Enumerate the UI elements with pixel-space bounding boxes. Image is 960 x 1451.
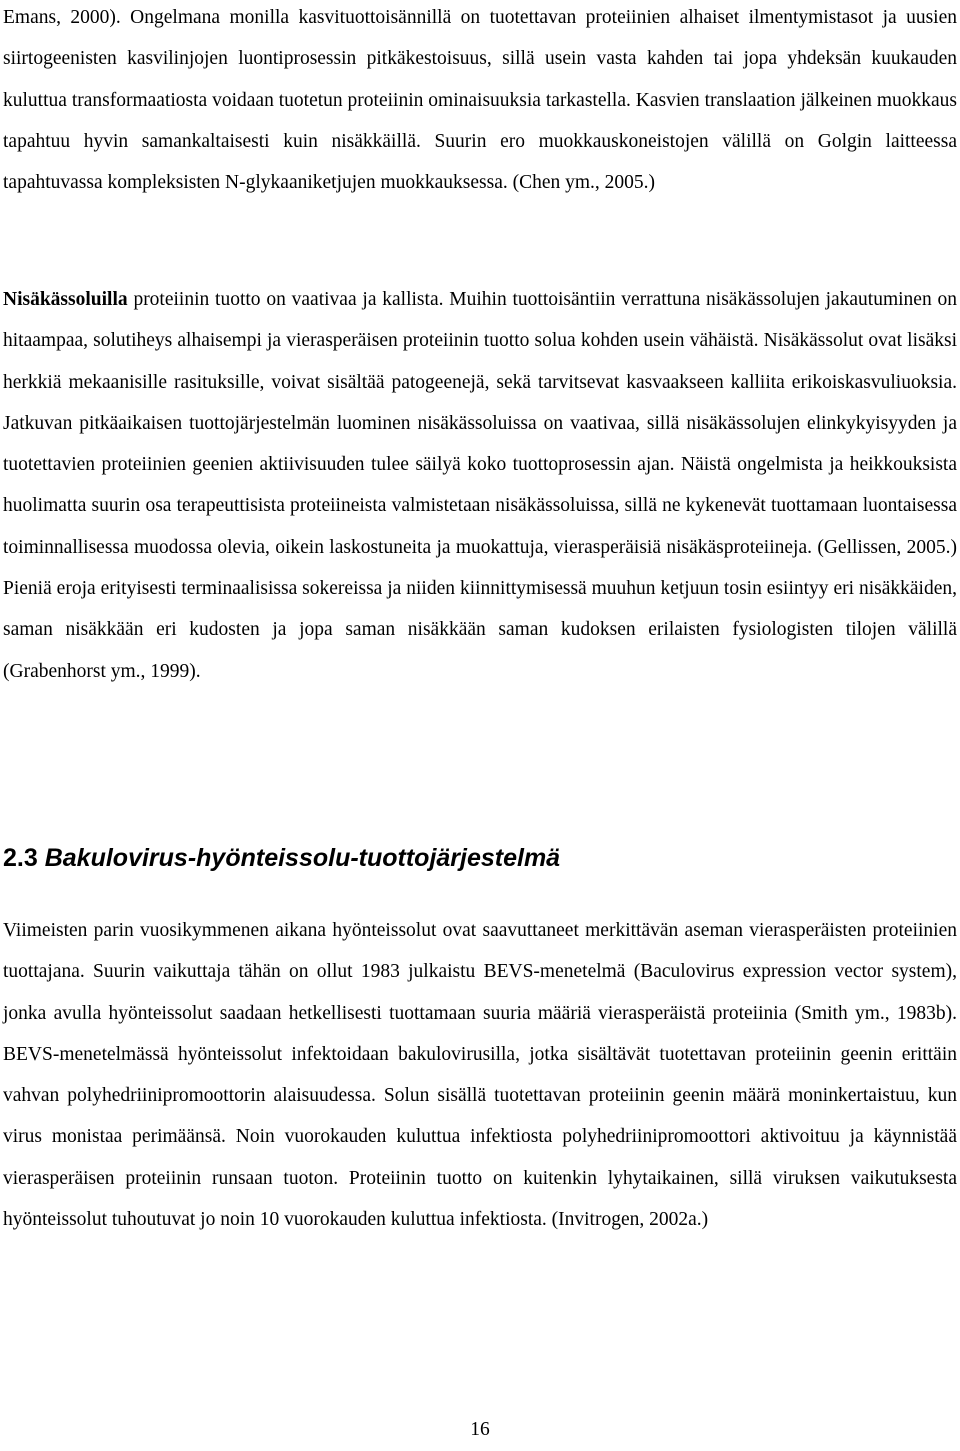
paragraph-mammalian-cells [3,279,957,692]
paragraph-plant-hosts: Emans, 2000). Ongelmana monilla kasvituottoisännillä on tuotettavan proteiinien alhaiset ilmentymistasot ja uusien siirtogeenisten kasvilinjojen luontiprosessin pitkäkestoisuus, sillä usein vasta kahden tai jopa yhdeksän kuukauden kuluttua transformaatiosta voidaan tuotetun proteiinin ominaisuuksia tarkastella. Kasvien translaation jälkeinen muokkaus tapahtuu hyvin samankaltaisesti kuin nisäkkäillä. Suurin ero muokkauskoneistojen välillä on Golgin laitteessa tapahtuvassa kompleksisten N-glykaaniketjujen muokkauksessa. (Chen ym., 2005.) [3,7,957,194]
paragraph-mammalian-body: proteiinin tuotto on vaativaa ja kallista. Muihin tuottoisäntiin verrattuna nisäkässolujen jakautuminen on hitaampaa, solutiheys alhaisempi ja vierasperäisen proteiinin tuotto solua kohden usein vähäistä. Nisäkässolut ovat lisäksi herkkiä mekaanisille rasituksille, voivat sisältää patogeenejä, sekä tarvitsevat kasvaakseen kalliita erikoiskasvuliuoksia. Jatkuvan pitkäaikaisen tuottojärjestelmän luominen nisäkässoluissa on vaativaa, sillä nisäkässolujen elinkykyisyyden ja tuotettavien proteiinien geenien aktiivisuuden tulee säilyä koko tuottoprosessin ajan. Näistä ongelmista ja heikkouksista huolimatta suurin osa terapeuttisista proteiineista valmistetaan nisäkässoluissa, sillä ne kykenevät tuottamaan luontaisessa toiminnallisessa muodossa olevia, oikein laskostuneita ja muokattuja, vierasperäisiä nisäkäsproteiineja. (Gellissen, 2005.) Pieniä eroja erityisesti terminaalisissa sokereissa ja niiden kiinnittymisessä muuhun ketjuun tosin esiintyy eri nisäkkäiden, saman nisäkkään eri kudosten ja jopa saman nisäkkään saman kudoksen erilaisten fysiologisten tilojen välillä (Grabenhorst ym., 1999). [3,289,957,682]
page-number: 16 [470,1419,490,1440]
section-heading [3,836,560,880]
paragraph-lead-term: Nisäkässoluilla [3,289,128,310]
paragraph-baculovirus: Viimeisten parin vuosikymmenen aikana hyönteissolut ovat saavuttaneet merkittävän aseman vierasperäisten proteiinien tuottajana. Suurin vaikuttaja tähän on ollut 1983 julkaistu BEVS-menetelmä (Baculovirus expression vector system), jonka avulla hyönteissolut saadaan hetkellisesti tuottamaan suuria määriä vierasperäistä proteiinia (Smith ym., 1983b). BEVS-menetelmässä hyönteissolut infektoidaan bakulovirusilla, jotka sisältävät tuotettavan proteiinin geenin erittäin vahvan polyhedriinipromoottorin alaisuudessa. Solun sisällä tuotettavan proteiinin geenin määrä moninkertaistuu, kun virus monistaa perimäänsä. Noin vuorokauden kuluttua infektiosta polyhedriinipromoottori aktivoituu ja käynnistää vierasperäisen proteiinin runsaan tuoton. Proteiinin tuotto on kuitenkin lyhytaikainen, sillä viruksen vaikutuksesta hyönteissolut tuhoutuvat jo noin 10 vuorokauden kuluttua infektiosta. (Invitrogen, 2002a.) [3,920,957,1231]
section-title: Bakulovirus-hyönteissolu-tuottojärjestelmä [44,844,561,872]
section-number: 2.3 [3,844,38,872]
